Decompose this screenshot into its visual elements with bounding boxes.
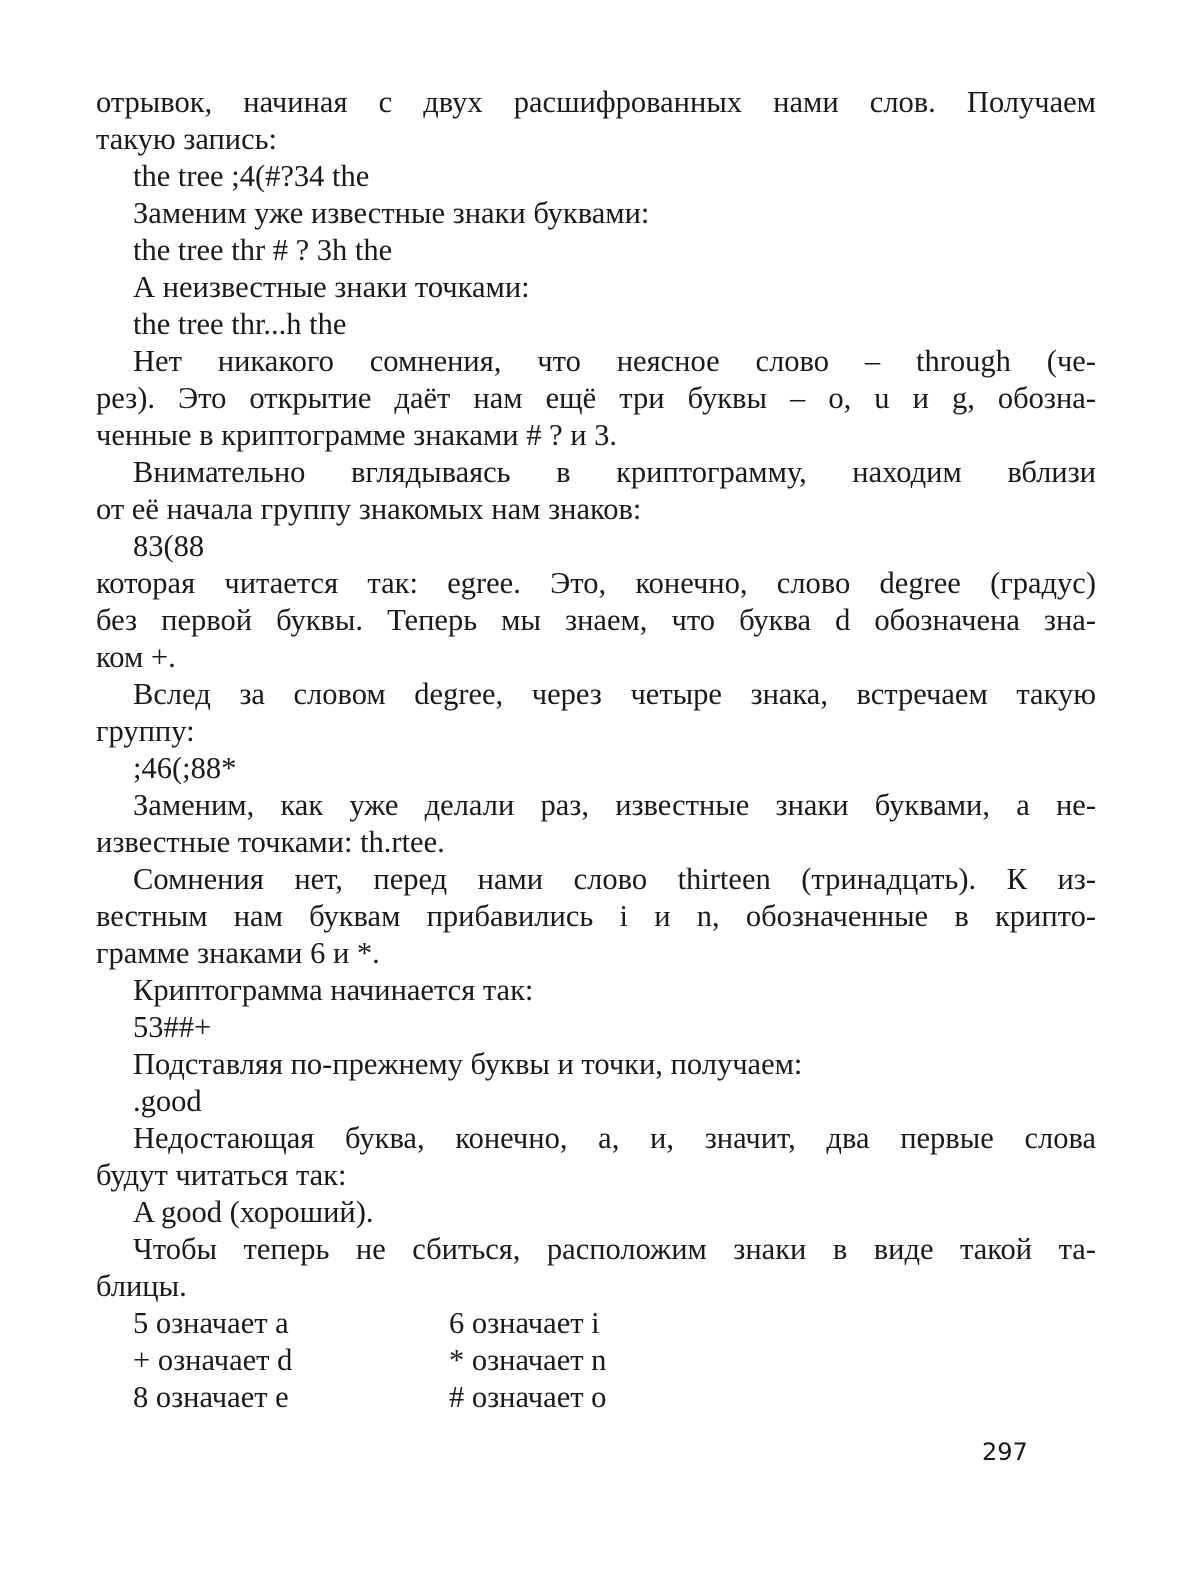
text-line: А неизвестные знаки точками: (96, 269, 1096, 306)
text-line: A good (хороший). (96, 1194, 1096, 1231)
text-line: Вслед за словом degree, через четыре знака, встречаем такую (96, 676, 1096, 713)
table-row (96, 1305, 1096, 1342)
table-cell: # означает o (449, 1379, 606, 1416)
table-cell: + означает d (133, 1342, 449, 1379)
page-body (96, 84, 1096, 1416)
table-cell: * означает n (449, 1342, 606, 1379)
text-line: отрывок, начиная с двух расшифрованных нами слов. Получаем (96, 84, 1096, 121)
text-line: группу: (96, 713, 1096, 750)
text-line: вестным нам буквам прибавились i и n, обозначенные в крипто- (96, 898, 1096, 935)
text-line: Нет никакого сомнения, что неясное слово – through (че- (96, 343, 1096, 380)
text-line: грамме знаками 6 и *. (96, 935, 1096, 972)
table-cell: 8 означает e (133, 1379, 449, 1416)
text-line: Внимательно вглядываясь в криптограмму, находим вблизи (96, 454, 1096, 491)
text-line: Заменим уже известные знаки буквами: (96, 195, 1096, 232)
text-line: такую запись: (96, 121, 1096, 158)
cipher-line: 53##+ (96, 1009, 1096, 1046)
text-line: ком +. (96, 639, 1096, 676)
text-line: Чтобы теперь не сбиться, расположим знаки в виде такой та- (96, 1231, 1096, 1268)
text-line: без первой буквы. Теперь мы знаем, что буква d обозначена зна- (96, 602, 1096, 639)
cipher-line: the tree thr # ? 3h the (96, 232, 1096, 269)
cipher-line: 83(88 (96, 528, 1096, 565)
text-line: Заменим, как уже делали раз, известные знаки буквами, а не- (96, 787, 1096, 824)
text-line: рез). Это открытие даёт нам ещё три буквы – o, u и g, обозна- (96, 380, 1096, 417)
text-line: будут читаться так: (96, 1157, 1096, 1194)
text-line: Подставляя по-прежнему буквы и точки, получаем: (96, 1046, 1096, 1083)
cipher-key-table (96, 1305, 1096, 1416)
cipher-line: the tree ;4(#?34 the (96, 158, 1096, 195)
text-line: ченные в криптограмме знаками # ? и 3. (96, 417, 1096, 454)
text-line: от её начала группу знакомых нам знаков: (96, 491, 1096, 528)
cipher-line: ;46(;88* (96, 750, 1096, 787)
text-line: блицы. (96, 1268, 1096, 1305)
table-cell: 6 означает i (449, 1305, 600, 1342)
table-cell: 5 означает a (133, 1305, 449, 1342)
cipher-line: .good (96, 1083, 1096, 1120)
text-line: известные точками: th.rtee. (96, 824, 1096, 861)
table-row (96, 1379, 1096, 1416)
text-line: Недостающая буква, конечно, a, и, значит, два первые слова (96, 1120, 1096, 1157)
text-line: которая читается так: egree. Это, конечно, слово degree (градус) (96, 565, 1096, 602)
text-line: Сомнения нет, перед нами слово thirteen (тринадцать). К из- (96, 861, 1096, 898)
page-number: 297 (982, 1438, 1028, 1466)
cipher-line: the tree thr...h the (96, 306, 1096, 343)
text-line: Криптограмма начинается так: (96, 972, 1096, 1009)
table-row (96, 1342, 1096, 1379)
